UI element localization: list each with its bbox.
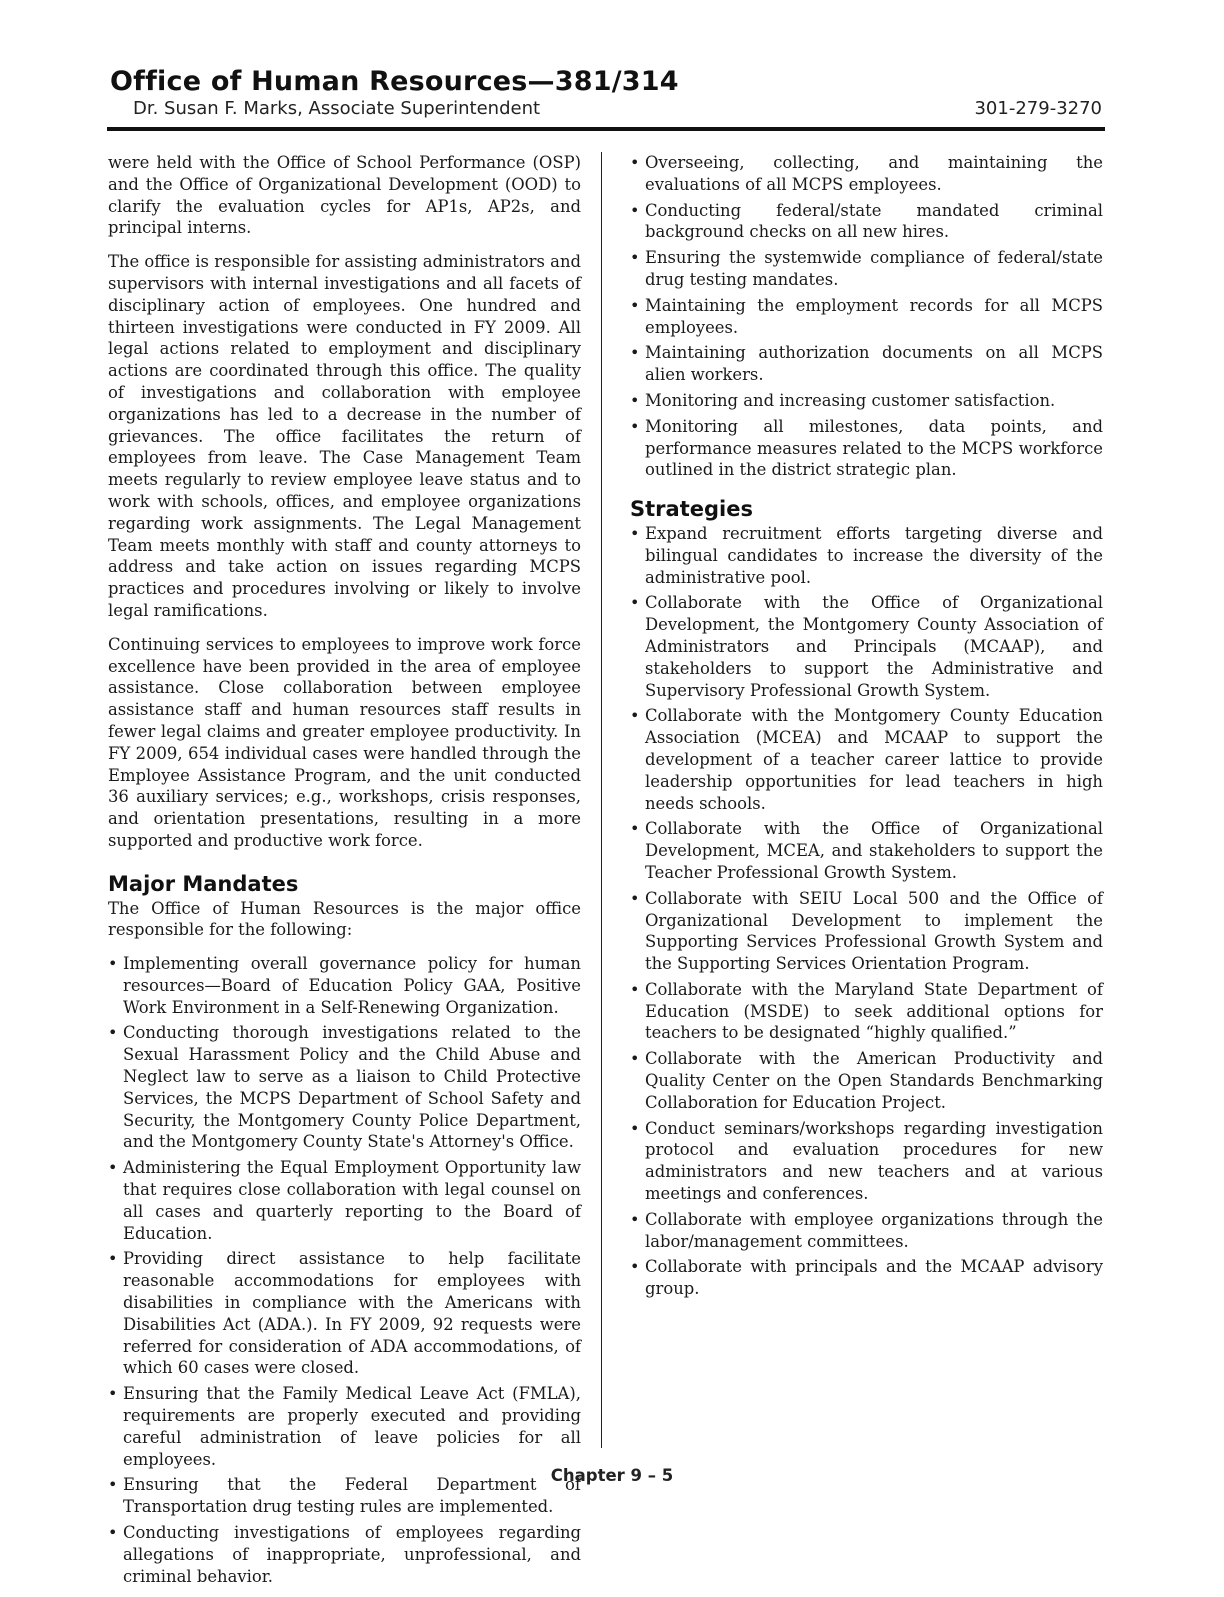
list-item: • Collaborate with employee organizations through the labor/management committees.	[630, 1209, 1103, 1253]
page-number: Chapter 9 – 5	[550, 1466, 674, 1485]
list-item: • Providing direct assistance to help facilitate reasonable accommodations for employees with disabilities in compliance with the Americans with Disabilities Act (ADA.). In FY 2009, 92 requests were referred for consideration of ADA accommodations, of which 60 cases were closed.	[108, 1248, 581, 1379]
page-subtitle: Dr. Susan F. Marks, Associate Superintendent	[133, 98, 541, 119]
list-item: • Ensuring that the Family Medical Leave Act (FMLA), requirements are properly executed and providing careful administration of leave policies for all employees.	[108, 1383, 581, 1470]
paragraph: The office is responsible for assisting administrators and supervisors with internal investigations and all facets of disciplinary action of employees. One hundred and thirteen investigations were conducted in FY 2009. All legal actions related to employment and disciplinary actions are coordinated through this office. The quality of investigations and collaboration with employee organizations has led to a decrease in the number of grievances. The office facilitates the return of employees from leave. The Case Management Team meets regularly to review employee leave status and to work with schools, offices, and employee organizations regarding work assignments. The Legal Management Team meets monthly with staff and county attorneys to address and take action on issues regarding MCPS practices and procedures involving or likely to involve legal ramifications.	[108, 252, 581, 620]
list-item: • Conducting federal/state mandated criminal background checks on all new hires.	[630, 200, 1103, 244]
section-heading-mandates: Major Mandates	[108, 871, 299, 896]
list-item: • Implementing overall governance policy for human resources—Board of Education Policy GAA, Positive Work Environment in a Self-Renewing Organization.	[108, 953, 581, 1018]
strategies-list	[630, 523, 1103, 1300]
paragraph: were held with the Office of School Performance (OSP) and the Office of Organizational Development (OOD) to clarify the evaluation cycles for AP1s, AP2s, and principal interns.	[108, 153, 581, 238]
list-item: • Ensuring the systemwide compliance of federal/state drug testing mandates.	[630, 247, 1103, 291]
list-item: • Ensuring that the Federal Department of Transportation drug testing rules are implemented.	[108, 1474, 581, 1518]
paragraph: Continuing services to employees to improve work force excellence have been provided in the area of employee assistance. Close collaboration between employee assistance staff and human resources staff results in fewer legal claims and greater employee productivity. In FY 2009, 654 individual cases were handled through the Employee Assistance Program, and the unit conducted 36 auxiliary services; e.g., workshops, crisis responses, and orientation presentations, resulting in a more supported and productive work force.	[108, 634, 581, 850]
column-divider	[601, 152, 602, 1448]
list-item: • Maintaining authorization documents on all MCPS alien workers.	[630, 342, 1103, 386]
list-item: • Collaborate with the Maryland State Department of Education (MSDE) to seek additional options for teachers to be designated “highly qualified.”	[630, 979, 1103, 1044]
list-item: • Collaborate with SEIU Local 500 and the Office of Organizational Development to implement the Supporting Services Professional Growth System and the Supporting Services Orientation Program.	[630, 888, 1103, 975]
list-item: • Monitoring all milestones, data points, and performance measures related to the MCPS workforce outlined in the district strategic plan.	[630, 416, 1103, 481]
list-item: • Conducting thorough investigations related to the Sexual Harassment Policy and the Child Abuse and Neglect law to serve as a liaison to Child Protective Services, the MCPS Department of School Safety and Security, the Montgomery County Police Department, and the Montgomery County State's Attorney's Office.	[108, 1022, 581, 1153]
list-item: • Collaborate with the American Productivity and Quality Center on the Open Standards Benchmarking Collaboration for Education Project.	[630, 1048, 1103, 1113]
list-item: • Overseeing, collecting, and maintaining the evaluations of all MCPS employees.	[630, 152, 1103, 196]
mandates-intro: The Office of Human Resources is the major office responsible for the following:	[108, 898, 581, 940]
phone-number: 301-279-3270	[974, 98, 1102, 119]
list-item: • Collaborate with the Office of Organizational Development, MCEA, and stakeholders to support the Teacher Professional Growth System.	[630, 818, 1103, 883]
right-column	[630, 152, 1103, 1310]
mandates-list-continued	[630, 152, 1103, 481]
list-item: • Monitoring and increasing customer satisfaction.	[630, 390, 1103, 412]
list-item: • Collaborate with the Office of Organizational Development, the Montgomery County Association of Administrators and Principals (MCAAP), and stakeholders to support the Administrative and Supervisory Professional Growth System.	[630, 592, 1103, 701]
page-title: Office of Human Resources—381/314	[110, 66, 679, 97]
header-rule	[107, 127, 1105, 131]
list-item: • Maintaining the employment records for all MCPS employees.	[630, 295, 1103, 339]
list-item: • Conducting investigations of employees regarding allegations of inappropriate, unprofessional, and criminal behavior.	[108, 1522, 581, 1587]
list-item: • Collaborate with principals and the MCAAP advisory group.	[630, 1256, 1103, 1300]
left-column	[108, 152, 581, 1597]
list-item: • Expand recruitment efforts targeting diverse and bilingual candidates to increase the diversity of the administrative pool.	[630, 523, 1103, 588]
list-item: • Administering the Equal Employment Opportunity law that requires close collaboration with legal counsel on all cases and quarterly reporting to the Board of Education.	[108, 1157, 581, 1244]
section-heading-strategies: Strategies	[630, 497, 753, 522]
mandates-list	[108, 953, 581, 1587]
list-item: • Collaborate with the Montgomery County Education Association (MCEA) and MCAAP to support the development of a teacher career lattice to provide leadership opportunities for lead teachers in high needs schools.	[630, 705, 1103, 814]
list-item: • Conduct seminars/workshops regarding investigation protocol and evaluation procedures for new administrators and new teachers and at various meetings and conferences.	[630, 1118, 1103, 1205]
